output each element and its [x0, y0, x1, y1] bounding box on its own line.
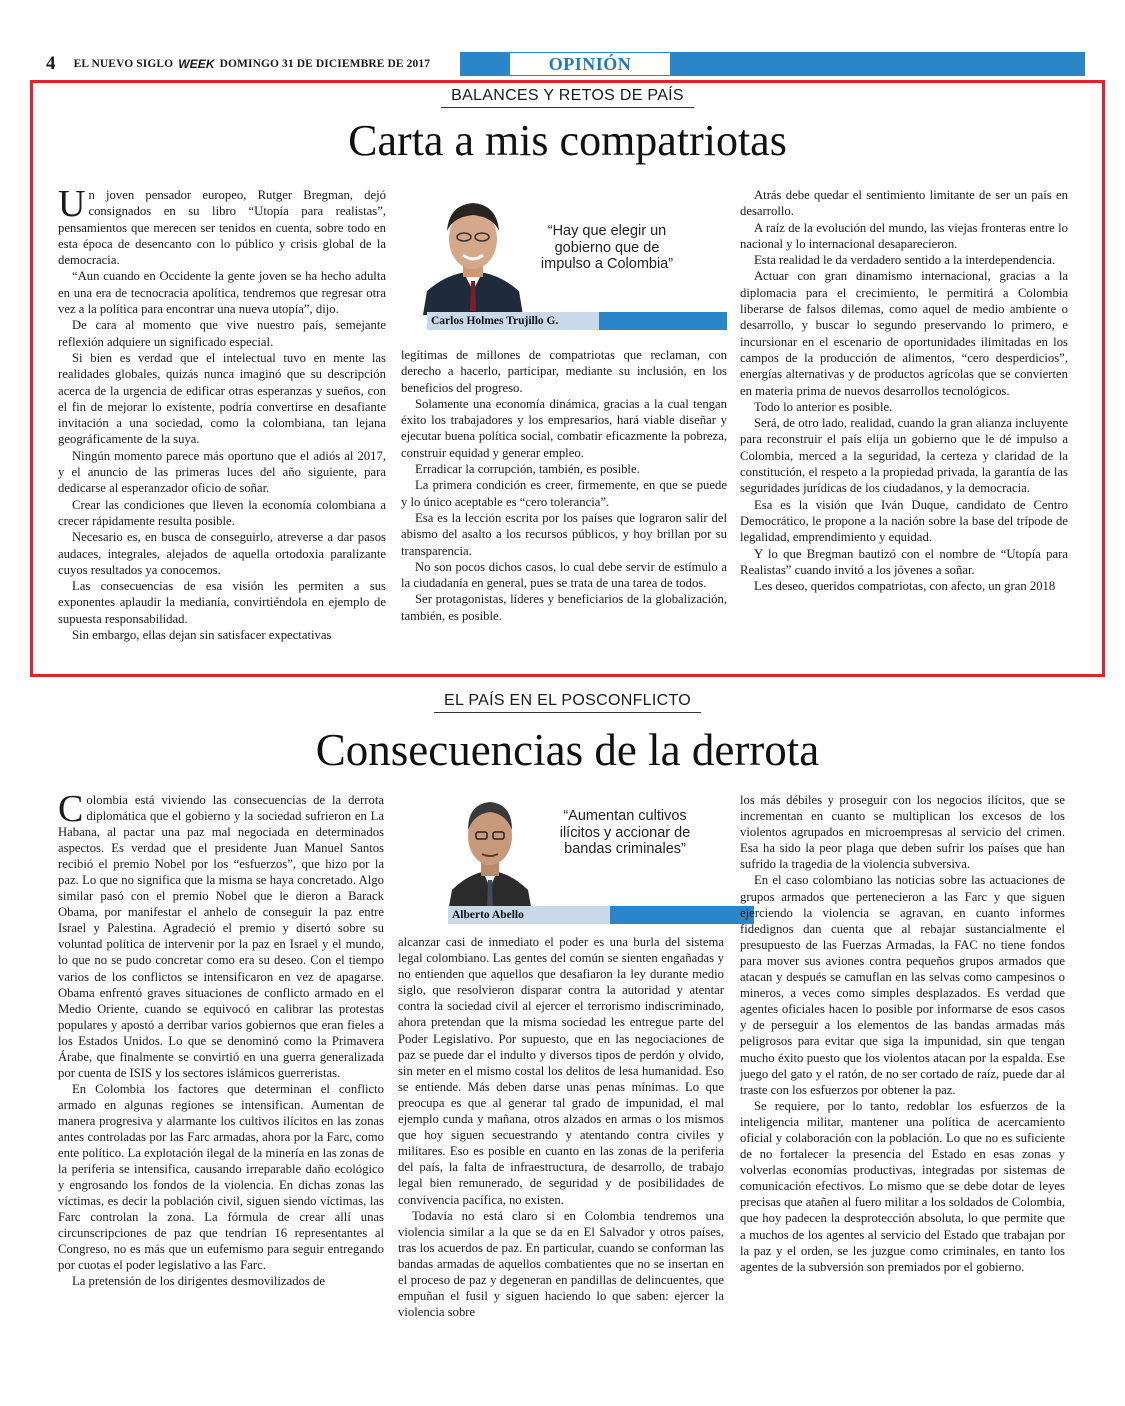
week-label: WEEK — [178, 57, 215, 71]
article-column-1 — [58, 788, 384, 1289]
paragraph: Todavía no está claro si en Colombia tendremos una violencia similar a la que se da en El Salvador y otros países, tras los acuerdos de paz. En particular, cuando se conforman las bandas armadas de aquellos combatientes que no se insertan en el proceso de paz y degeneran en pandillas de delincuentes, que empuñan el fusil y siguen haciendo lo que saben: ejercer la violencia sobre — [398, 1208, 724, 1320]
paragraph: Necesario es, en busca de conseguirlo, atreverse a dar pasos audaces, integrales, alejados de aquella ortodoxia paralizante cuyos resultados ya conocemos. — [58, 530, 386, 577]
paragraph: Esa es la lección escrita por los países que lograron salir del abismo del asalto a los recursos públicos, y hoy brillan por su transparencia. — [401, 510, 727, 558]
paragraph: Solamente una economía dinámica, gracias a la cual tengan éxito los trabajadores y los empresarios, hará viable diseñar y ejecutar buena política social, combatir eficazmente la pobreza, construir equidad y generar empleo. — [401, 396, 727, 460]
article-column-3 — [740, 792, 1065, 1275]
paragraph: Les deseo, queridos compatriotas, con afecto, un gran 2018 — [754, 579, 1056, 594]
page-number: 4 — [46, 53, 56, 74]
drop-cap: C — [58, 788, 84, 830]
paragraph: Se requiere, por lo tanto, redoblar los esfuerzos de la inteligencia militar, mantener una política de acercamiento oficial y colaboración con la población. Lo que no es suficiente de no fortalecer la presencia del Estado en esas zonas y volverlas economías productivas, integradas por sistemas de comunicación efectivos. Lo mismo que se debe dotar de leyes precisas que atañen al fuero militar a los soldados de Colombia, que hoy padecen la desprotección absoluta, lo que permite que a muchos de los agentes al servicio del Estado que trabajan por la paz y el orden, se les juzgue como criminales, en tanto los agentes de la subversión son premiados por el gobierno. — [740, 1098, 1065, 1274]
paragraph: De cara al momento que vive nuestro país, semejante reflexión adquiere un significado especial. — [58, 318, 386, 349]
paragraph: Esta realidad le da verdadero sentido a la interdependencia. — [754, 253, 1056, 268]
byline-bar — [610, 906, 754, 924]
paragraph: La pretensión de los dirigentes desmovilizados de — [72, 1274, 325, 1289]
paragraph: En el caso colombiano las noticias sobre las actuaciones de grupos armados que pertenecieron a las Farc y que siguen ejerciendo la violencia se agravan, en cuanto informes fidedignos dan cuenta que al rebajar sustancialmente el presupuesto de las Fuerzas Armadas, la FAC no tiene fondos para mover sus aviones contra pequeños grupos armados que atacan y después se camuflan en las selvas como campesinos o mineros, a veces como simples desplazados. Es verdad que agentes oficiales hacen lo posible por informarse de esos casos y de perseguir a los elementos de las bandas armadas más peligrosos para evitar que siga la impunidad, sin que tengan mucho éxito puesto que los violentos atacan por la espalda. Ese juego del gato y el ratón, de no ser cortado de raíz, puede dar al traste con los esfuerzos por obtener la paz. — [740, 873, 1065, 1097]
article-headline: Consecuencias de la derrota — [315, 725, 820, 775]
paragraph: “Aun cuando en Occidente la gente joven se ha hecho adulta en una era de tecnocracia apolítica, tendremos que regresar otra vez a la política para encontrar una nueva utopía”, dijo. — [58, 269, 386, 317]
paragraph: Atrás debe quedar el sentimiento limitante de ser un país en desarrollo. — [740, 188, 1068, 219]
paragraph: Las consecuencias de esa visión les permiten a sus exponentes aplaudir la medianía, convirtiéndola en ejemplo de supuesta responsabilidad. — [58, 579, 386, 626]
paragraph: Sin embargo, ellas dejan sin satisfacer expectativas — [72, 628, 332, 643]
paragraph: Será, de otro lado, realidad, cuando la gran alianza incluyente para reconstruir el país elija un gobierno que le dé impulso a Colombia, merced a la seguridad, la certeza y claridad de la constitución, el respeto a la propiedad privada, la garantía de las seguridades jurídicas de los ciudadanos, y la democracia. — [740, 416, 1068, 496]
author-box — [440, 794, 760, 934]
paragraph: Actuar con gran dinamismo internacional, gracias a la diplomacia para el crecimiento, le permitirá a Colombia liberarse de falsos dilemas, como aquel de medio ambiente o desarrollo, y buscar lo segundo preservando lo primero, e incursionar en el escenario de oportunidades ilimitadas en los campos de la producción de alimentos, “cero desperdicios”, energías alternativas y de productos agrícolas que se convierten en materia prima de nuevos desarrollos tecnológicos. — [740, 269, 1068, 398]
paragraph: Un joven pensador europeo, Rutger Bregman, dejó consignados en su libro “Utopía para realistas”, pensamientos que merecen ser tenidos en cuenta, sobre todo en esta época de desencanto con lo público y crisis global de la democracia. — [58, 183, 386, 268]
paragraph: Colombia está viviendo las consecuencias de la derrota diplomática que el gobierno y la sociedad sufrieron en La Habana, al pactar una paz mal negociada en determinados aspectos. Es verdad que el presidente Juan Manuel Santos recibió el premio Nobel por los “esfuerzos”, que hizo por la paz. Lo que no significa que la misma se haya concretado. Algo similar pasó con el premio Nobel que le dieron a Barack Obama, por manifestar el anhelo de conseguir la paz entre Israel y Palestina. Agradeció el premio y disertó sobre su voluntad política de intervenir por la paz en Israel y el mundo, lo que no se pudo concretar como era su deseo. Con el tiempo varios de los conflictos se intensificaron en vez de apagarse. Obama enfrentó graves situaciones de conflicto armado en el Medio Oriente, cuando se equivocó en calibrar las protestas populares y apostó a derribar varios gobiernos que eran fieles a los Estados Unidos. Lo que se denominó como la Primavera Árabe, que finalmente se convirtió en una guerra generalizada por cuenta de ISIS y los sectores islámicos guerreristas. — [58, 788, 384, 1080]
paragraph: Esa es la visión que Iván Duque, candidato de Centro Democrático, le propone a la nación sobre la base del trípode de legalidad, emprendimiento y equidad. — [740, 497, 1068, 545]
article-column-2 — [398, 934, 724, 1320]
author-portrait — [423, 191, 523, 315]
page-header — [40, 52, 1085, 76]
paragraph: Erradicar la corrupción, también, es posible. — [415, 462, 640, 477]
section-name: OPINIÓN — [510, 53, 670, 75]
author-name: Alberto Abello — [448, 906, 610, 924]
author-byline — [427, 312, 727, 330]
article-consecuencias — [30, 690, 1105, 1390]
pull-quote: “Hay que elegir un gobierno que de impulso a Colombia” — [540, 223, 674, 272]
newspaper-name: EL NUEVO SIGLO — [73, 58, 174, 70]
author-portrait — [448, 794, 532, 912]
author-box — [397, 187, 727, 332]
article-column-2 — [401, 347, 727, 624]
paragraph: La primera condición es creer, firmemente, en que se puede y lo único aceptable es “cero tolerancia”. — [401, 478, 727, 509]
paragraph: Todo lo anterior es posible. — [754, 399, 893, 414]
paragraph: Y lo que Bregman bautizó con el nombre de “Utopía para Realistas” cuando invitó a los jóvenes a soñar. — [740, 546, 1068, 577]
paragraph: Ningún momento parece más oportuno que el adiós al 2017, y el anuncio de las primeras luces del año siguiente, para dedicarse al esperanzador oficio de soñar. — [58, 448, 386, 496]
article-column-1 — [58, 183, 386, 643]
article-kicker: EL PAÍS EN EL POSCONFLICTO — [30, 692, 1105, 713]
article-headline: Carta a mis compatriotas — [348, 116, 787, 165]
header-info — [40, 52, 460, 76]
paragraph: No son pocos dichos casos, lo cual debe servir de estímulo a la ciudadanía en general, pues se trata de una tarea de todos. — [401, 559, 727, 591]
author-byline — [448, 906, 754, 924]
paragraph: los más débiles y proseguir con los negocios ilícitos, que se incrementan en cuanto se multiplican los excesos de los violentos agrupados en microempresas al servicio del crimen. Esa ha sido la peor plaga que deben sufrir los países que han sufrido la tragedia de la violencia subversiva. — [740, 793, 1065, 872]
paragraph: En Colombia los factores que determinan el conflicto armado en algunas regiones se intensifican. Aumentan de manera progresiva y alarmante los cultivos ilícitos en las zonas antes controladas por las Farc armadas, ahora por la Farc, como ente político. La explotación ilegal de la minería en las zonas de la periferia se intensifica, causando irreparable daño ecológico y engrosando los fondos de la violencia. En dichas zonas las víctimas, es decir la población civil, siguen siendo víctimas, las Farc controlan la zona. La fórmula de crear allí unas circunscripciones de paz que tendrían 16 representantes al Congreso, no es más que un eufemismo para seguir entregando por cuotas el poder legislativo a las Farc. — [58, 1081, 384, 1273]
paragraph: A raíz de la evolución del mundo, las viejas fronteras entre lo nacional y lo internacional desaparecieron. — [740, 220, 1068, 251]
paragraph: Si bien es verdad que el intelectual tuvo en mente las realidades globales, quizás nunca imaginó que su descripción acerca de la urgencia de edificar otras esperanzas y sueños, con el fin de mejorar lo existente, podría convertirse en desafiante invitación a una sociedad, como la colombiana, tan lejana geográficamente de la suya. — [58, 350, 386, 447]
article-column-3 — [740, 187, 1068, 594]
issue-date: DOMINGO 31 DE DICIEMBRE DE 2017 — [219, 58, 431, 70]
paragraph: Crear las condiciones que lleven la economía colombiana a crecer rápidamente resulta posible. — [58, 497, 386, 528]
pull-quote: “Aumentan cultivos ilícitos y accionar de bandas criminales” — [559, 808, 691, 857]
article-carta — [30, 80, 1105, 677]
author-name: Carlos Holmes Trujillo G. — [427, 312, 599, 330]
article-kicker: BALANCES Y RETOS DE PAÍS — [33, 87, 1102, 108]
drop-cap: U — [58, 183, 86, 225]
paragraph: Ser protagonistas, líderes y beneficiarios de la globalización, también, es posible. — [401, 592, 727, 623]
paragraph: legítimas de millones de compatriotas que reclaman, con derecho a hacerlo, participar, mediante su inclusión, en los beneficios del progreso. — [401, 348, 727, 395]
paragraph: alcanzar casi de inmediato el poder es una burla del sistema legal colombiano. Las gentes del común se sienten engañadas y no entienden que aquellos que desafiaron la ley durante medio siglo, que resolvieron disparar contra la autoridad y atentar contra la sociedad civil al ejercer el terrorismo indiscriminado, ahora pretendan que la misma sociedad les entregue parte del Poder Legislativo. Por supuesto, que en las negociaciones de paz se puede dar el indulto y diversos tipos de perdón y olvido, sin meter en el mismo costal los delitos de lesa humanidad. Eso se entiende. Más deben darse unas penas mínimas. Lo que preocupa es que al generar tal grado de impunidad, el mal ejemplo cunda y mañana, otros alzados en armas o los mismos que hoy siguen secuestrando y atentando contra civiles y militares. Eso es posible en cuanto en las zonas de la periferia del país, la falta de infraestructura, de desarrollo, de trabajo legal bien remunerado, de seguridad y de posibilidades de convivencia pacífica, no existen. — [398, 935, 724, 1207]
byline-bar — [599, 312, 727, 330]
